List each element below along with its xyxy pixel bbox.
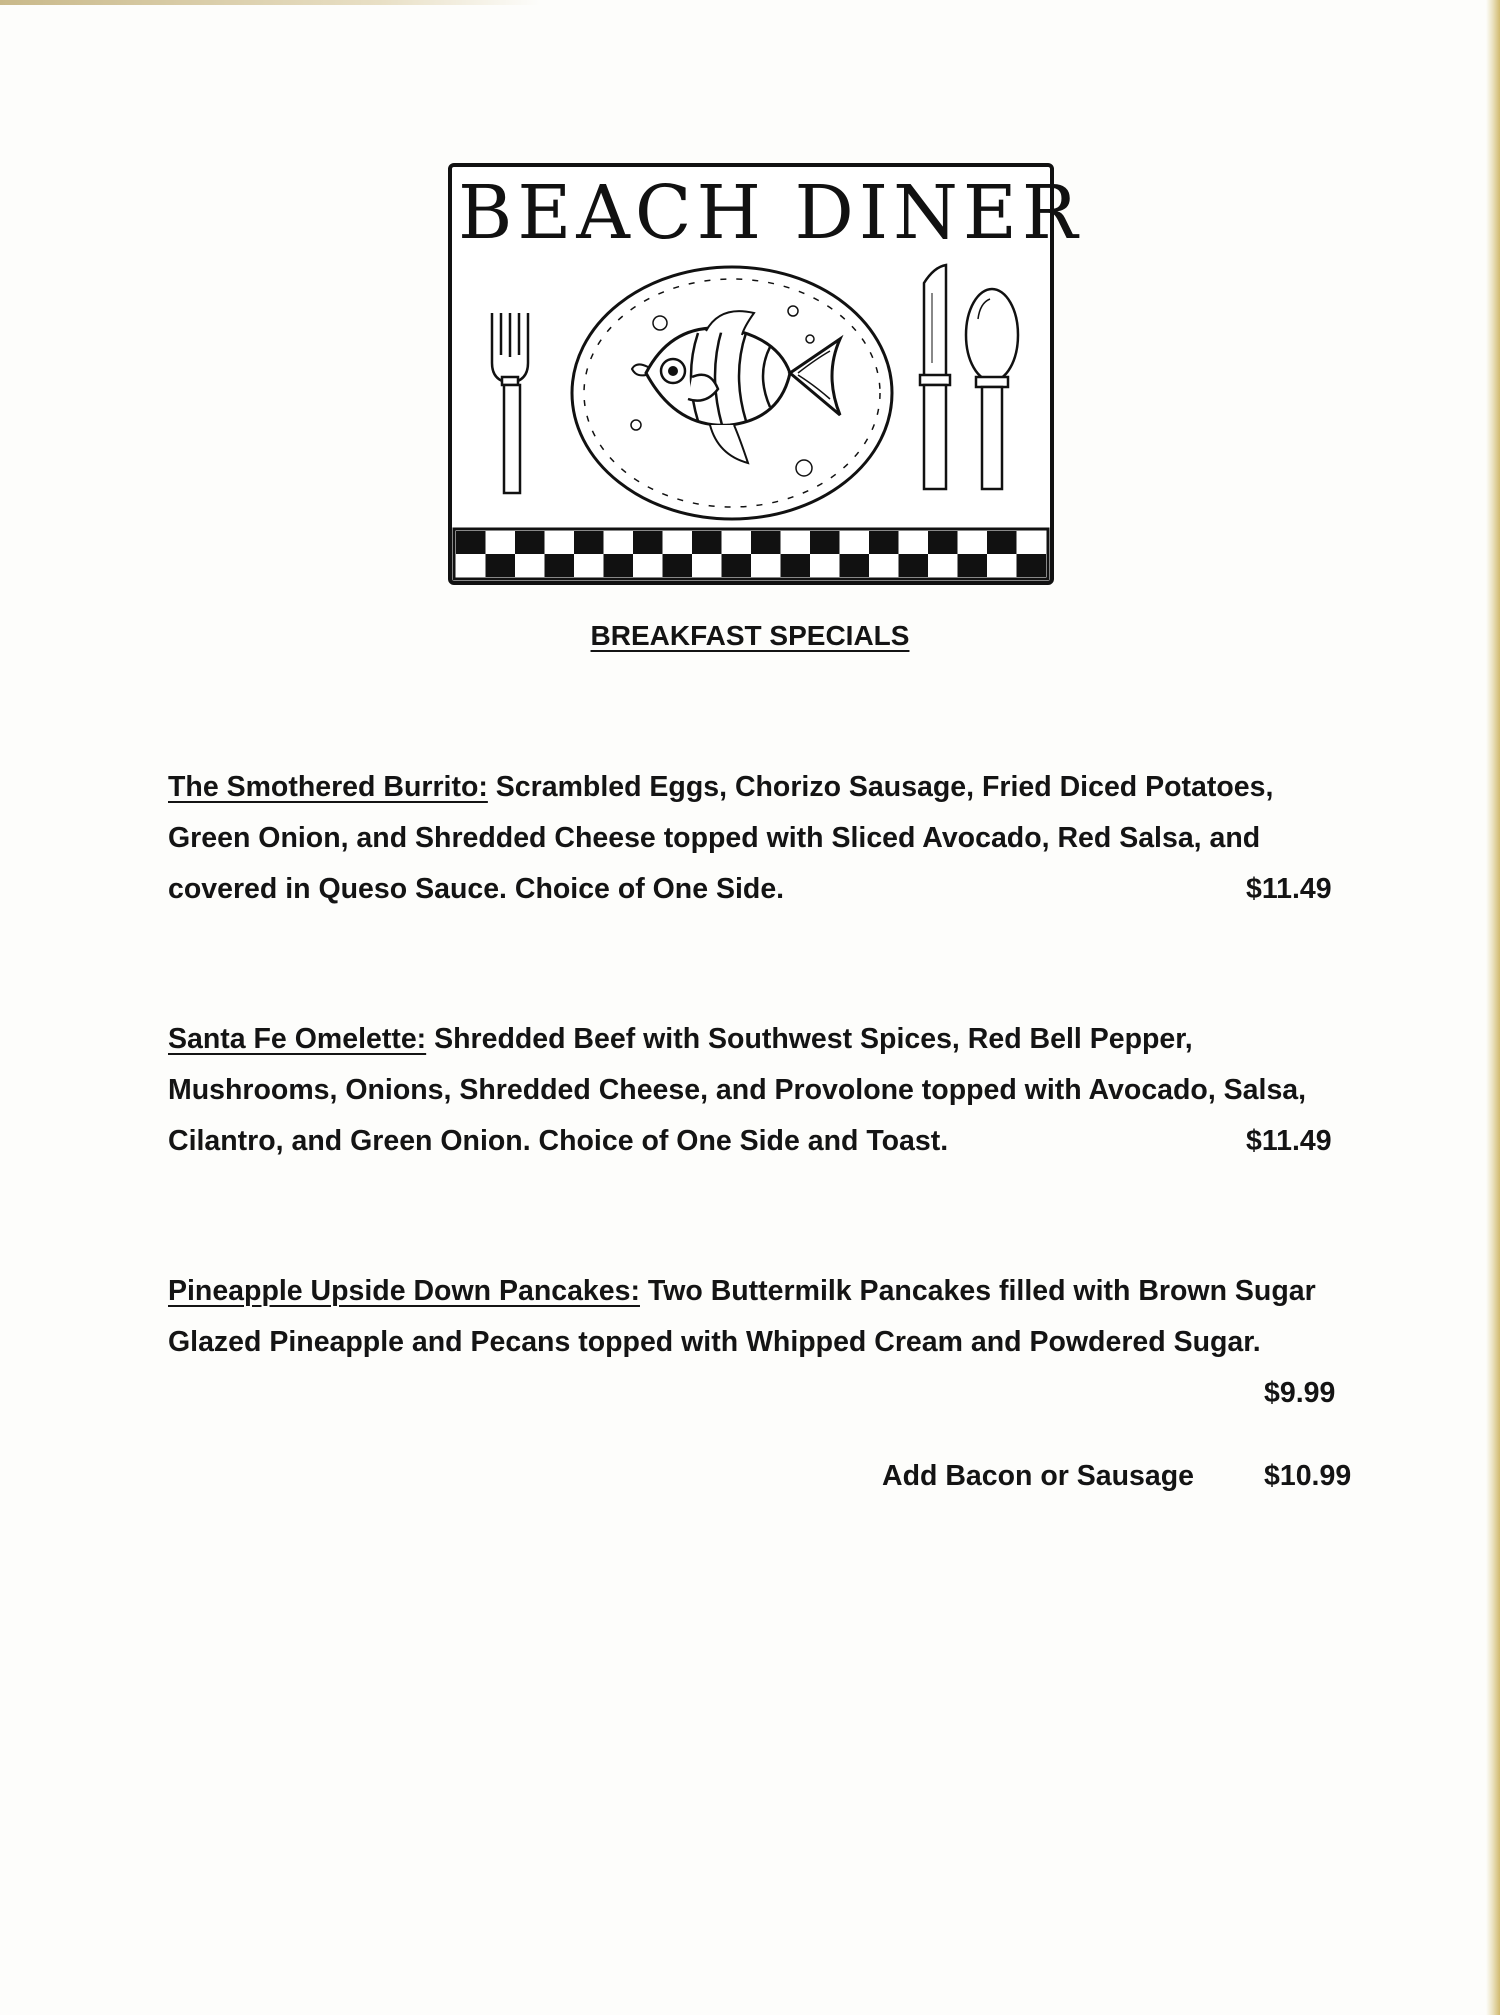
checker-square [840, 554, 870, 577]
item-name: Santa Fe Omelette: [168, 1023, 427, 1055]
heading-text: BREAKFAST SPECIALS [590, 620, 910, 651]
knife-icon [920, 265, 950, 489]
paper-top-edge [0, 0, 540, 5]
checker-square [545, 554, 575, 577]
menu-item-smothered-burrito [168, 762, 1348, 915]
menu-item-santa-fe-omelette [168, 1014, 1348, 1167]
item-name: Pineapple Upside Down Pancakes: [168, 1275, 640, 1307]
item-price: $11.49 [1246, 1125, 1332, 1157]
checker-square [928, 531, 958, 554]
checker-square [486, 554, 516, 577]
checker-square [1017, 554, 1047, 577]
checker-square [515, 531, 545, 554]
checker-square [722, 554, 752, 577]
checker-square [574, 531, 604, 554]
checker-square [751, 531, 781, 554]
addon-label: Add Bacon or Sausage [882, 1460, 1194, 1492]
checker-square [633, 531, 663, 554]
item-price: $9.99 [1264, 1377, 1336, 1409]
page-heading [0, 618, 1500, 654]
checkered-pattern [456, 531, 1046, 577]
item-name: The Smothered Burrito: [168, 771, 488, 803]
menu-item-pineapple-pancakes [168, 1266, 1348, 1368]
item-description: Scrambled Eggs, Chorizo Sausage, Fried Diced Potatoes, Green Onion, and Shredded Cheese topped with Sliced Avocado, Red Salsa, and covered in Queso Sauce. Choice of One Side. [168, 771, 1274, 905]
item-price: $11.49 [1246, 873, 1332, 905]
checker-square [604, 554, 634, 577]
logo-title: BEACH DINER [458, 170, 1083, 256]
item-description: Shredded Beef with Southwest Spices, Red Bell Pepper, Mushrooms, Onions, Shredded Cheese, and Provolone topped with Avocado, Salsa, Cilantro, and Green Onion. Choice of One Side and Toast. [168, 1023, 1307, 1157]
item-description: Two Buttermilk Pancakes filled with Brown Sugar Glazed Pineapple and Pecans topped with Whipped Cream and Powdered Sugar. [168, 1275, 1316, 1358]
checker-square [692, 531, 722, 554]
checker-square [663, 554, 693, 577]
beach-diner-logo [448, 163, 1083, 585]
paper-right-edge [1486, 0, 1500, 2015]
checker-square [899, 554, 929, 577]
addon-price: $10.99 [1264, 1460, 1352, 1492]
checker-square [958, 554, 988, 577]
checker-square [456, 531, 486, 554]
checker-square [781, 554, 811, 577]
checker-square [810, 531, 840, 554]
checker-square [987, 531, 1017, 554]
checker-square [869, 531, 899, 554]
